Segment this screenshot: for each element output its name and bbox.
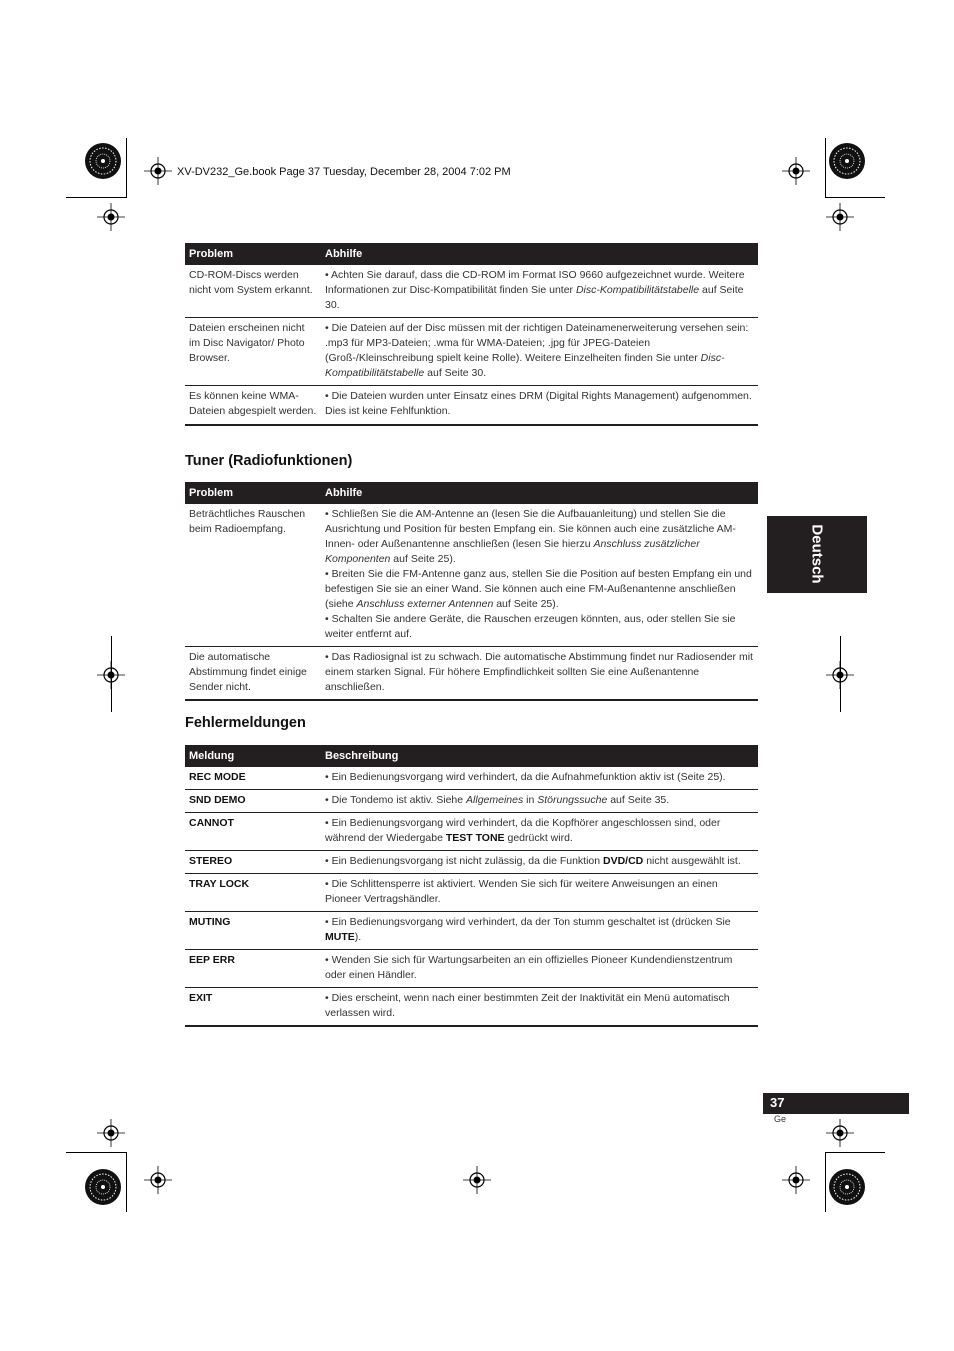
description-text: auf Seite 35. xyxy=(607,794,670,806)
starburst-mark-icon xyxy=(84,1168,122,1206)
table-row xyxy=(185,950,758,988)
remedy-text: auf Seite 30. xyxy=(325,284,744,311)
description-text: nicht ausgewählt ist. xyxy=(643,855,741,867)
remedy-cell: • Die Dateien wurden unter Einsatz eines DRM (Digital Rights Management) aufgenommen. Dies ist keine Fehlfunktion. xyxy=(325,390,752,417)
remedy-text: • Die Dateien auf der Disc müssen mit der richtigen Dateinamenerweiterung versehen sein: .mp3 für MP3-Dateien; .wma für WMA-Dateien; .jpg für JPEG-Dateien (Groß-/Kleinschreibung spielt keine Rolle). Weitere Einzelheiten finden Sie unter xyxy=(325,322,749,364)
problem-cell: Beträchtliches Rauschen beim Radioempfang. xyxy=(189,508,306,535)
starburst-mark-icon xyxy=(828,1168,866,1206)
column-header-problem: Problem xyxy=(189,247,234,260)
description-reference: Allgemeines xyxy=(466,794,524,806)
remedy-cell xyxy=(321,268,758,313)
remedy-reference: Disc-Kompatibilitätstabelle xyxy=(325,352,725,379)
description-text: ). xyxy=(354,931,362,943)
crop-line xyxy=(825,1152,826,1212)
crop-line xyxy=(825,138,826,198)
message-cell: STEREO xyxy=(189,855,233,867)
registration-mark-icon xyxy=(144,1166,172,1194)
registration-mark-icon xyxy=(826,1119,854,1147)
remedy-paragraph: • Schalten Sie andere Geräte, die Rauschen erzeugen könnten, aus, oder stellen Sie sie weiter entfernt auf. xyxy=(325,613,736,640)
description-cell xyxy=(321,816,758,846)
message-cell: MUTING xyxy=(189,916,231,928)
remedy-reference: Anschluss zusätzlicher Komponenten xyxy=(325,538,700,565)
column-header-remedy: Abhilfe xyxy=(325,486,363,499)
message-cell: REC MODE xyxy=(189,771,246,783)
remedy-cell xyxy=(321,507,758,642)
description-text: • Die Tondemo ist aktiv. Siehe xyxy=(325,794,467,806)
column-header-remedy: Abhilfe xyxy=(325,247,363,260)
description-text: • Ein Bedienungsvorgang wird verhindert, da der Ton stumm geschaltet ist (drücken Sie xyxy=(325,916,731,928)
starburst-mark-icon xyxy=(828,142,866,180)
registration-mark-icon xyxy=(782,1166,810,1194)
table-row xyxy=(185,647,758,701)
remedy-reference: Anschluss externer Antennen xyxy=(356,598,494,610)
table-header xyxy=(185,243,758,265)
description-cell: • Dies erscheint, wenn nach einer bestimmten Zeit der Inaktivität ein Menü automatisch verlassen wird. xyxy=(325,992,730,1019)
remedy-text: • Schließen Sie die AM-Antenne an (lesen Sie die Aufbauanleitung) und stellen Sie die Ausrichtung und Position für besten Empfang ein. Sie können auch eine zusätzliche AM-Innen- oder Außenantenne anschließen (lesen Sie hierzu xyxy=(325,508,736,550)
description-cell: • Wenden Sie sich für Wartungsarbeiten an ein offizielles Pioneer Kundendienstzentrum oder einen Händler. xyxy=(325,954,733,981)
table-row xyxy=(185,874,758,912)
description-cell xyxy=(321,915,758,945)
problem-cell: Die automatische Abstimmung findet einige Sender nicht. xyxy=(189,651,307,693)
language-tab xyxy=(767,516,867,593)
table-row xyxy=(185,813,758,851)
description-cell: • Ein Bedienungsvorgang wird verhindert, da die Aufnahmefunktion aktiv ist (Seite 25). xyxy=(325,771,726,783)
error-messages-table xyxy=(185,745,758,1027)
button-label-reference: DVD/CD xyxy=(603,855,644,867)
description-text: • Ein Bedienungsvorgang ist nicht zulässig, da die Funktion xyxy=(325,855,604,867)
registration-mark-icon xyxy=(826,203,854,231)
crop-line xyxy=(825,1152,885,1153)
description-cell xyxy=(321,854,758,869)
troubleshooting-table-tuner xyxy=(185,482,758,701)
description-cell xyxy=(321,793,758,808)
message-cell: TRAY LOCK xyxy=(189,878,250,890)
registration-mark-icon xyxy=(782,157,810,185)
book-header-line: XV-DV232_Ge.book Page 37 Tuesday, December 28, 2004 7:02 PM xyxy=(177,166,511,178)
registration-mark-icon xyxy=(97,1119,125,1147)
section-title-errors: Fehlermeldungen xyxy=(185,715,306,731)
remedy-text: • Breiten Sie die FM-Antenne ganz aus, stellen Sie die Position auf besten Empfang ein und befestigen Sie sie an einer Wand. Sie können auch eine FM-Außenantenne anschließen (siehe xyxy=(325,568,752,610)
remedy-text: auf Seite 25). xyxy=(390,553,456,565)
table-row xyxy=(185,318,758,386)
remedy-reference: Disc-Kompatibilitätstabelle xyxy=(575,284,700,296)
section-title-tuner: Tuner (Radiofunktionen) xyxy=(185,453,353,469)
table-row xyxy=(185,386,758,426)
remedy-text: auf Seite 30. xyxy=(424,367,487,379)
remedy-paragraph xyxy=(325,507,756,567)
remedy-text: • Achten Sie darauf, dass die CD-ROM im Format ISO 9660 aufgezeichnet wurde. Weitere Informationen zur Disc-Kompatibilität finden Sie unter xyxy=(325,269,745,296)
column-header-description: Beschreibung xyxy=(325,749,399,762)
problem-cell: Dateien erscheinen nicht im Disc Navigator/ Photo Browser. xyxy=(189,322,305,364)
registration-mark-icon xyxy=(97,203,125,231)
registration-mark-icon xyxy=(144,157,172,185)
table-row xyxy=(185,912,758,950)
message-cell: EEP ERR xyxy=(189,954,235,966)
table-row xyxy=(185,851,758,874)
crop-line xyxy=(66,1152,126,1153)
remedy-text: auf Seite 25). xyxy=(493,598,559,610)
problem-cell: CD-ROM-Discs werden nicht vom System erkannt. xyxy=(189,269,313,296)
description-text: • Ein Bedienungsvorgang wird verhindert, da die Kopfhörer angeschlossen sind, oder während der Wiedergabe xyxy=(325,817,721,844)
table-row xyxy=(185,767,758,790)
remedy-paragraph xyxy=(325,567,756,612)
problem-cell: Es können keine WMA-Dateien abgespielt werden. xyxy=(189,390,317,417)
table-row xyxy=(185,790,758,813)
message-cell: EXIT xyxy=(189,992,213,1004)
crop-line xyxy=(126,138,127,198)
page-language-code: Ge xyxy=(774,1114,787,1124)
language-tab-label: Deutsch xyxy=(808,524,826,584)
table-row xyxy=(185,988,758,1027)
table-header xyxy=(185,482,758,504)
button-label-reference: MUTE xyxy=(325,931,355,943)
table-row xyxy=(185,265,758,318)
crop-line xyxy=(825,197,885,198)
crop-line xyxy=(66,197,126,198)
remedy-cell: • Das Radiosignal ist zu schwach. Die automatische Abstimmung findet nur Radiosender mit einem starken Signal. Für höhere Empfindlichkeit sollten Sie eine Außenantenne anschließen. xyxy=(325,651,753,693)
crop-line xyxy=(840,636,841,712)
troubleshooting-table-general xyxy=(185,243,758,426)
page-number: 37 xyxy=(770,1095,785,1110)
page-number-bar xyxy=(763,1093,909,1114)
crop-line xyxy=(111,636,112,712)
crop-line xyxy=(126,1152,127,1212)
description-cell: • Die Schlittensperre ist aktiviert. Wenden Sie sich für weitere Anweisungen an einen Pioneer Vertragshändler. xyxy=(325,878,718,905)
button-label-reference: TEST TONE xyxy=(445,832,505,844)
description-text: in xyxy=(523,794,538,806)
table-row xyxy=(185,504,758,647)
registration-mark-icon xyxy=(463,1166,491,1194)
column-header-problem: Problem xyxy=(189,486,234,499)
remedy-cell xyxy=(321,321,758,381)
starburst-mark-icon xyxy=(84,142,122,180)
table-header xyxy=(185,745,758,767)
message-cell: SND DEMO xyxy=(189,794,246,806)
description-text: gedrückt wird. xyxy=(504,832,573,844)
column-header-message: Meldung xyxy=(189,749,235,762)
message-cell: CANNOT xyxy=(189,817,234,829)
description-reference: Störungssuche xyxy=(537,794,608,806)
